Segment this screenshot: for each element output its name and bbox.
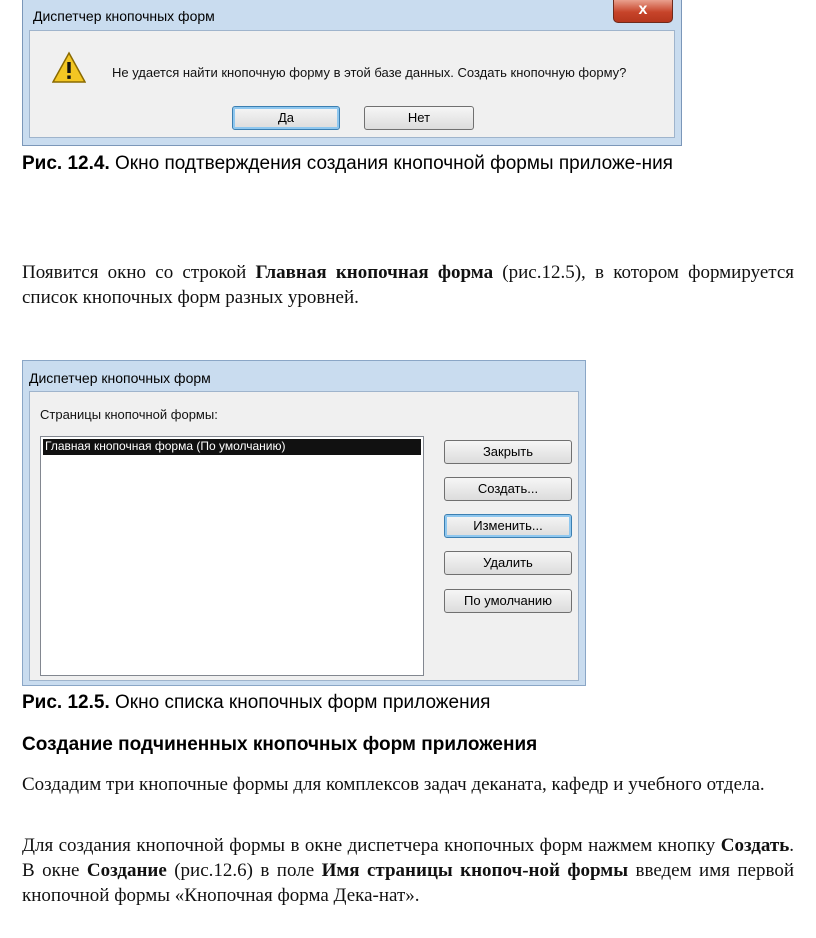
p1-bold: Главная кнопочная форма (255, 262, 494, 283)
list-item[interactable]: Главная кнопочная форма (По умолчанию) (43, 439, 421, 455)
edit-button[interactable]: Изменить... (444, 514, 572, 538)
switchboard-manager-dialog (22, 360, 586, 686)
p1-text-a: Появится окно со строкой (22, 262, 256, 283)
confirm-dialog-body (29, 30, 675, 138)
yes-button[interactable]: Да (232, 106, 340, 130)
caption-text: Окно подтверждения создания кнопочной формы приложе-ния (109, 153, 673, 174)
p3-text-3: (рис.12.6) в поле (166, 860, 322, 881)
confirm-dialog-title: Диспетчер кнопочных форм (33, 8, 215, 24)
p3-bold-1: Создать (720, 835, 790, 856)
section-heading: Создание подчиненных кнопочных форм приложения (22, 734, 538, 755)
create-button[interactable]: Создать... (444, 477, 572, 501)
set-default-button[interactable]: По умолчанию (444, 589, 572, 613)
p3-bold-2: Создание (86, 860, 167, 881)
figure-caption-12-5 (22, 692, 490, 714)
p3-text-2: . В окне (22, 835, 794, 881)
close-icon[interactable]: x (613, 0, 673, 23)
paragraph-1 (22, 260, 794, 310)
switchboard-dialog-title: Диспетчер кнопочных форм (29, 370, 211, 386)
paragraph-3 (22, 833, 794, 908)
close-button[interactable]: Закрыть (444, 440, 572, 464)
caption-label: Рис. 12.4. (22, 153, 110, 174)
p3-text-1: Для создания кнопочной формы в окне диспетчера кнопочных форм нажмем кнопку (22, 835, 721, 856)
figure-caption-12-4 (22, 153, 792, 175)
confirm-dialog (22, 0, 682, 146)
p3-text-4: введем имя первой кнопочной формы «Кнопочная форма Дека-нат». (22, 860, 795, 906)
p1-text-b: (рис.12.5), в котором формируется список кнопочных форм разных уровней. (22, 262, 794, 308)
delete-button[interactable]: Удалить (444, 551, 572, 575)
no-button[interactable]: Нет (364, 106, 474, 130)
caption-text: Окно списка кнопочных форм приложения (109, 692, 491, 713)
pages-list-label: Страницы кнопочной формы: (40, 407, 218, 422)
caption-label: Рис. 12.5. (22, 692, 110, 713)
switchboard-dialog-body (29, 391, 579, 681)
pages-listbox[interactable] (40, 436, 424, 676)
confirm-message: Не удается найти кнопочную форму в этой базе данных. Создать кнопочную форму? (112, 65, 627, 80)
p3-bold-3: Имя страницы кнопоч-ной формы (321, 860, 629, 881)
warning-icon (52, 51, 86, 85)
paragraph-2: Создадим три кнопочные формы для комплексов задач деканата, кафедр и учебного отдела. (22, 774, 765, 795)
